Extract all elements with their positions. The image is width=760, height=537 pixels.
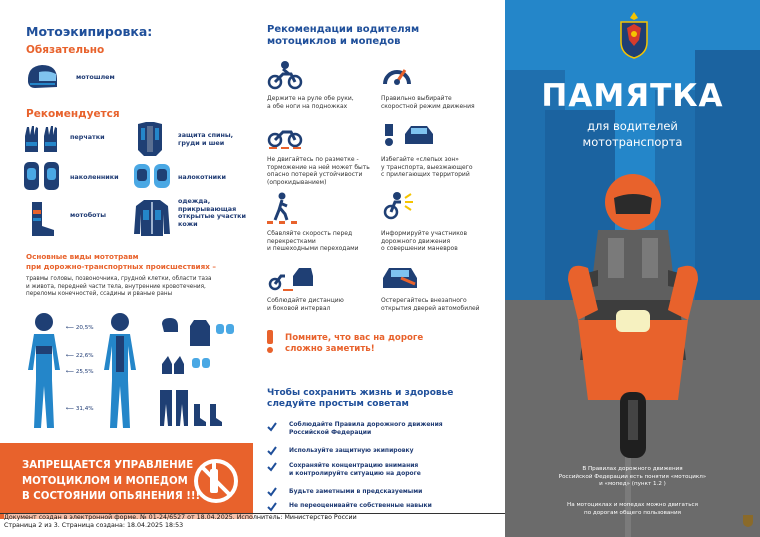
- blind-spot-icon: [381, 120, 439, 150]
- elbow-pads-label: налокотники: [178, 173, 226, 181]
- knee-pads-label: наколенники: [70, 173, 119, 181]
- stamp-line-1: Документ создан в электронной форме. № 01-24/6527 от 18.04.2025. Исполнитель: Министерство России: [4, 514, 357, 521]
- advice-4: Будьте заметными в предсказуемыми: [289, 488, 423, 495]
- boots-icon: [24, 200, 60, 238]
- tip-3: Не двигайтесь по разметке - торможение на ней может быть опасно потерей устойчивости (опрокидыванием): [267, 156, 370, 186]
- injuries-text: травмы головы, позвоночника, грудной клетки, области таза и живота, передней части тела, внутренние кровотечения, переломы конечностей, ссадины и рваные раны: [26, 276, 212, 297]
- check-icon: [267, 462, 277, 472]
- tip-4: Избегайте «слепых зон» у транспорта, выезжающего с прилегающих территорий: [381, 156, 473, 178]
- gloves-label: перчатки: [70, 133, 105, 141]
- recommendations-panel: [253, 0, 505, 537]
- percent-chest: ⟵ 22,6%: [66, 353, 94, 359]
- advice-1: Соблюдайте Правила дорожного движения Российской Федерации: [289, 421, 443, 436]
- advice-title: Чтобы сохранить жизнь и здоровье следуйте простым советам: [267, 388, 454, 409]
- car-door-icon: [381, 262, 421, 292]
- spine-protector-icon: [134, 120, 166, 158]
- remember-text: Помните, что вас на дороге сложно заметить!: [285, 333, 424, 354]
- cover-subtitle: для водителей мототранспорта: [582, 119, 683, 149]
- small-emblem-icon: [741, 512, 755, 528]
- cover-panel: [505, 0, 760, 537]
- check-icon: [267, 422, 277, 432]
- alcohol-warning-text: ЗАПРЕЩАЕТСЯ УПРАВЛЕНИЕ МОТОЦИКЛОМ И МОПЕДОМ В СОСТОЯНИИ ОПЬЯНЕНИЯ !!!: [22, 460, 201, 502]
- rider-suit-figure-left: [24, 310, 64, 432]
- check-icon: [267, 502, 277, 512]
- tip-6: Информируйте участников дорожного движения о совершении маневров: [381, 230, 468, 252]
- advice-3: Сохраняйте концентрацию внимания и контролируйте ситуацию на дороге: [289, 462, 421, 477]
- tip-1: Держите на руле обе руки, а обе ноги на подножках: [267, 95, 354, 110]
- alcohol-warning-banner: [0, 443, 253, 519]
- check-icon: [267, 487, 277, 497]
- note-1: В Правилах дорожного движения Российской Федерации есть понятия «мотоцикл» и «мопед» (пункт 1.2 ): [558, 466, 707, 488]
- no-alcohol-icon: [192, 457, 240, 505]
- percent-legs: ⟵ 31,4%: [66, 406, 94, 412]
- helmet-label: мотошлем: [76, 73, 115, 81]
- both-hands-icon: [267, 60, 303, 90]
- note-2: На мотоциклах и мопедах можно двигаться по дорогам общего пользования: [567, 502, 698, 516]
- elbow-pads-icon: [132, 160, 172, 192]
- motorcyclist-illustration: [558, 160, 708, 460]
- pedestrian-crossing-icon: [267, 192, 297, 224]
- spine-label: защита спины, груди и шеи: [178, 131, 234, 147]
- mandatory-heading: Обязательно: [26, 44, 105, 56]
- boots-label: мотоботы: [70, 211, 107, 219]
- gear-set-icon: [154, 318, 240, 428]
- stamp-line-2: Страница 2 из 3. Страница создана: 18.04.2025 18:53: [4, 521, 184, 529]
- document-stamp: [4, 514, 357, 529]
- tip-8: Остерегайтесь внезапного открытия дверей автомобилей: [381, 297, 480, 312]
- rider-suit-figure-right: [100, 310, 140, 432]
- distance-icon: [267, 264, 315, 292]
- equipment-title: Мотоэкипировка:: [26, 24, 153, 39]
- stamp-divider: [0, 513, 505, 514]
- equipment-panel: [0, 0, 253, 537]
- tip-5: Сбавляйте скорость перед перекрестками и пешеходными переходами: [267, 230, 359, 252]
- knee-pads-icon: [22, 160, 62, 192]
- road-marking-icon: [267, 120, 303, 150]
- gloves-icon: [22, 124, 62, 154]
- percent-head: ⟵ 20,5%: [66, 325, 94, 331]
- advice-2: Используйте защитную экипировку: [289, 447, 414, 454]
- check-icon: [267, 446, 277, 456]
- jacket-label: одежда, прикрывающая открытые участки кожи: [178, 197, 247, 228]
- recommendations-title: Рекомендации водителям мотоциклов и мопедов: [267, 24, 420, 47]
- police-emblem-icon: [617, 10, 651, 60]
- recommended-heading: Рекомендуется: [26, 108, 120, 120]
- percent-pelvis: ⟵ 25,5%: [66, 369, 94, 375]
- jacket-icon: [132, 198, 172, 238]
- speedometer-icon: [381, 60, 413, 90]
- cover-title: ПАМЯТКА: [541, 78, 724, 114]
- turn-signal-icon: [381, 190, 415, 222]
- tip-7: Соблюдайте дистанцию и боковой интервал: [267, 297, 344, 312]
- exclamation-icon: [267, 330, 273, 344]
- tip-2: Правильно выбирайте скоростной режим движения: [381, 95, 475, 110]
- helmet-icon: [25, 62, 59, 92]
- injuries-heading: Основные виды мототравм при дорожно-транспортных происшествиях –: [26, 252, 216, 271]
- advice-5: Не переоценивайте собственные навыки: [289, 502, 432, 509]
